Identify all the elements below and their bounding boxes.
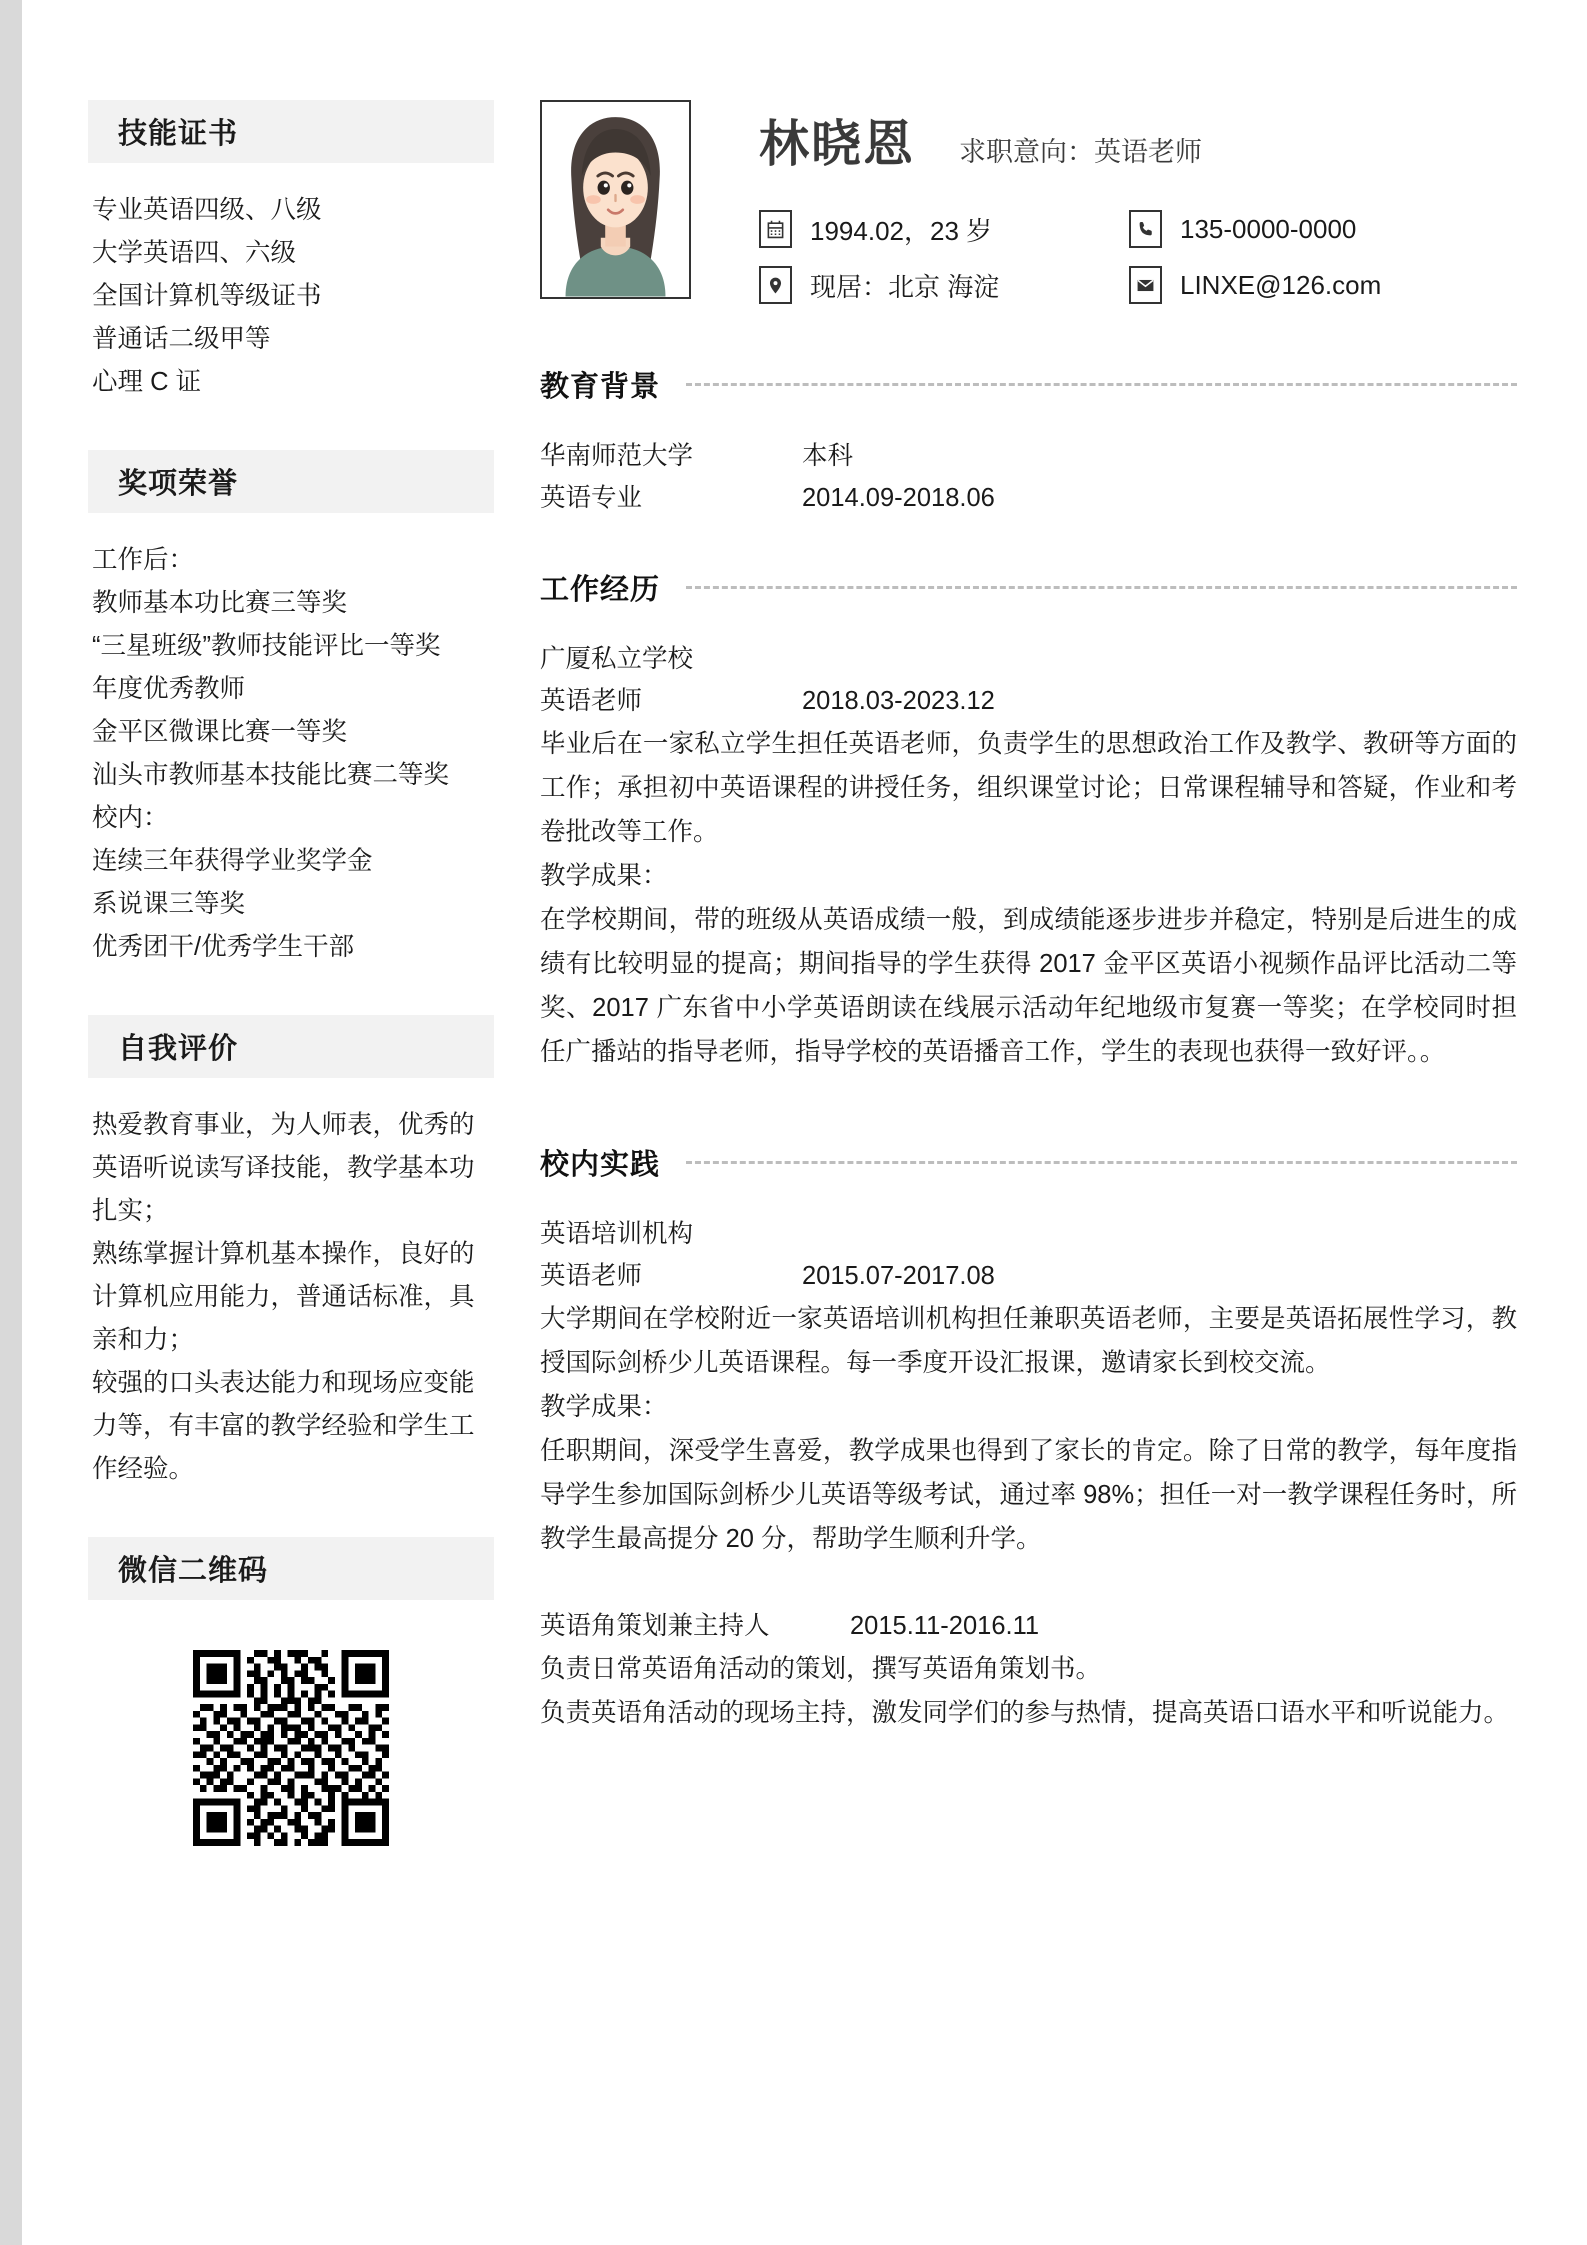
practice-role-row — [540, 1255, 1517, 1297]
sidebar-heading-wechat-qr-label: 微信二维码 — [118, 1555, 269, 1587]
self-evaluation-paragraph: 较强的口头表达能力和现场应变能力等，有丰富的教学经验和学生工作经验。 — [92, 1369, 475, 1483]
education-major: 英语专业 — [540, 484, 643, 512]
phone-icon — [1129, 210, 1162, 248]
education-school: 华南师范大学 — [540, 442, 694, 470]
list-item: 专业英语四级、八级 — [92, 196, 322, 224]
list-item: 心理 C 证 — [92, 368, 202, 396]
section-heading-work — [540, 567, 1517, 608]
sidebar-heading-awards — [88, 450, 494, 513]
list-item: 大学英语四、六级 — [92, 239, 297, 267]
contact-birthdate-text: 1994.02，23 岁 — [810, 215, 993, 246]
work-entry — [540, 638, 1517, 1074]
section-education — [540, 364, 1517, 519]
practice-entry — [540, 1213, 1517, 1561]
self-evaluation-paragraph: 熟练掌握计算机基本操作，良好的计算机应用能力，普通话标准，具亲和力； — [92, 1240, 475, 1354]
main-content — [518, 100, 1517, 2205]
practice-role-row — [540, 1605, 1517, 1647]
education-school-row — [540, 435, 1517, 477]
list-item: “三星班级”教师技能评比一等奖 — [92, 632, 441, 660]
practice-role: 英语角策划兼主持人 — [540, 1612, 770, 1640]
contact-phone-text: 135-0000-0000 — [1180, 213, 1357, 244]
section-campus-practice — [540, 1142, 1517, 1735]
practice-role: 英语老师 — [540, 1262, 643, 1290]
list-item: 汕头市教师基本技能比赛二等奖 — [92, 761, 450, 789]
education-date: 2014.09-2018.06 — [802, 484, 995, 512]
education-major-row — [540, 477, 1517, 519]
work-role: 英语老师 — [540, 687, 643, 715]
list-item: 全国计算机等级证书 — [92, 282, 322, 310]
dashed-divider — [686, 1161, 1517, 1164]
practice-description: 大学期间在学校附近一家英语培训机构担任兼职英语老师，主要是英语拓展性学习，教授国际剑桥少儿英语课程。每一季度开设汇报课，邀请家长到校交流。 — [540, 1305, 1517, 1377]
contact-birthdate — [759, 210, 1119, 248]
practice-results: 任职期间，深受学生喜爱，教学成果也得到了家长的肯定。除了日常的教学，每年度指导学生参加国际剑桥少儿英语等级考试，通过率 98%；担任一对一教学课程任务时，所教学生最高提分 20 分，帮助学生顺利升学。 — [540, 1437, 1517, 1553]
list-item: 连续三年获得学业奖学金 — [92, 847, 373, 875]
list-item: 教师基本功比赛三等奖 — [92, 589, 348, 617]
contact-location-text: 现居：北京 海淀 — [810, 271, 1000, 302]
list-item: 优秀团干/优秀学生干部 — [92, 933, 355, 961]
portrait-photo-icon — [542, 102, 689, 297]
location-pin-icon — [759, 266, 792, 304]
sidebar-section-awards — [88, 450, 494, 969]
spacer — [540, 1571, 1517, 1605]
contact-info — [759, 210, 1517, 304]
self-evaluation-paragraph: 热爱教育事业，为人师表，优秀的英语听说读写译技能，教学基本功扎实； — [92, 1111, 475, 1225]
practice-organization: 英语培训机构 — [540, 1220, 694, 1248]
sidebar — [88, 100, 518, 2205]
section-heading-work-label: 工作经历 — [540, 574, 661, 606]
practice-results-label: 教学成果： — [540, 1393, 668, 1421]
identity-details — [691, 100, 1517, 304]
contact-email — [1129, 266, 1517, 304]
sidebar-heading-self-evaluation-label: 自我评价 — [118, 1033, 239, 1065]
list-item: 校内： — [92, 804, 169, 832]
calendar-icon — [759, 210, 792, 248]
education-entry — [540, 435, 1517, 519]
qr-code-icon[interactable] — [193, 1650, 389, 1846]
work-organization: 广厦私立学校 — [540, 645, 694, 673]
education-degree: 本科 — [802, 442, 854, 470]
sidebar-section-self-evaluation — [88, 1015, 494, 1491]
spacer — [540, 1088, 1517, 1142]
list-item: 系说课三等奖 — [92, 890, 246, 918]
dashed-divider — [686, 383, 1517, 386]
practice-date: 2015.07-2017.08 — [802, 1262, 995, 1290]
work-results: 在学校期间，带的班级从英语成绩一般，到成绩能逐步进步并稳定，特别是后进生的成绩有比较明显的提高；期间指导的学生获得 2017 金平区英语小视频作品评比活动二等奖、2017 广东省中小学英语朗读在线展示活动年纪地级市复赛一等奖；在学校同时担任广播站的指导老师，指导学校的英语播音工作，学生的表现也获得一致好评。。 — [540, 906, 1517, 1066]
work-description: 毕业后在一家私立学生担任英语老师，负责学生的思想政治工作及教学、教研等方面的工作；承担初中英语课程的讲授任务，组织课堂讨论；日常课程辅导和答疑，作业和考卷批改等工作。 — [540, 730, 1517, 846]
contact-phone — [1129, 210, 1517, 248]
list-item: 年度优秀教师 — [92, 675, 246, 703]
practice-date: 2015.11-2016.11 — [850, 1612, 1040, 1640]
skills-list — [88, 189, 494, 404]
practice-description: 负责英语角活动的现场主持，激发同学们的参与热情，提高英语口语水平和听说能力。 — [540, 1699, 1510, 1727]
list-item: 工作后： — [92, 546, 195, 574]
section-heading-practice — [540, 1142, 1517, 1183]
section-work-experience — [540, 567, 1517, 1074]
list-item: 普通话二级甲等 — [92, 325, 271, 353]
work-role-row — [540, 680, 1517, 722]
sidebar-heading-wechat-qr — [88, 1537, 494, 1600]
job-objective: 求职意向：英语老师 — [959, 137, 1202, 167]
qr-code-wrapper — [88, 1626, 494, 1846]
sidebar-heading-skills — [88, 100, 494, 163]
list-item: 金平区微课比赛一等奖 — [92, 718, 348, 746]
name-row — [759, 104, 1517, 176]
dashed-divider — [686, 586, 1517, 589]
contact-email-text: LINXE@126.com — [1180, 269, 1382, 300]
spacer — [540, 533, 1517, 567]
envelope-icon — [1129, 266, 1162, 304]
page-title: 林晓恩 — [759, 116, 915, 172]
sidebar-section-wechat-qr — [88, 1537, 494, 1846]
sidebar-section-skills — [88, 100, 494, 404]
section-heading-education-label: 教育背景 — [540, 371, 661, 403]
work-results-label: 教学成果： — [540, 862, 668, 890]
section-heading-education — [540, 364, 1517, 405]
contact-location — [759, 266, 1119, 304]
identity-header — [540, 100, 1517, 304]
practice-description: 负责日常英语角活动的策划，撰写英语角策划书。 — [540, 1655, 1102, 1683]
sidebar-heading-self-evaluation — [88, 1015, 494, 1078]
section-heading-practice-label: 校内实践 — [540, 1149, 661, 1181]
awards-list — [88, 539, 494, 969]
sidebar-heading-awards-label: 奖项荣誉 — [118, 468, 239, 500]
avatar — [540, 100, 691, 299]
work-date: 2018.03-2023.12 — [802, 687, 995, 715]
practice-entry — [540, 1605, 1517, 1735]
sidebar-heading-skills-label: 技能证书 — [118, 118, 239, 150]
